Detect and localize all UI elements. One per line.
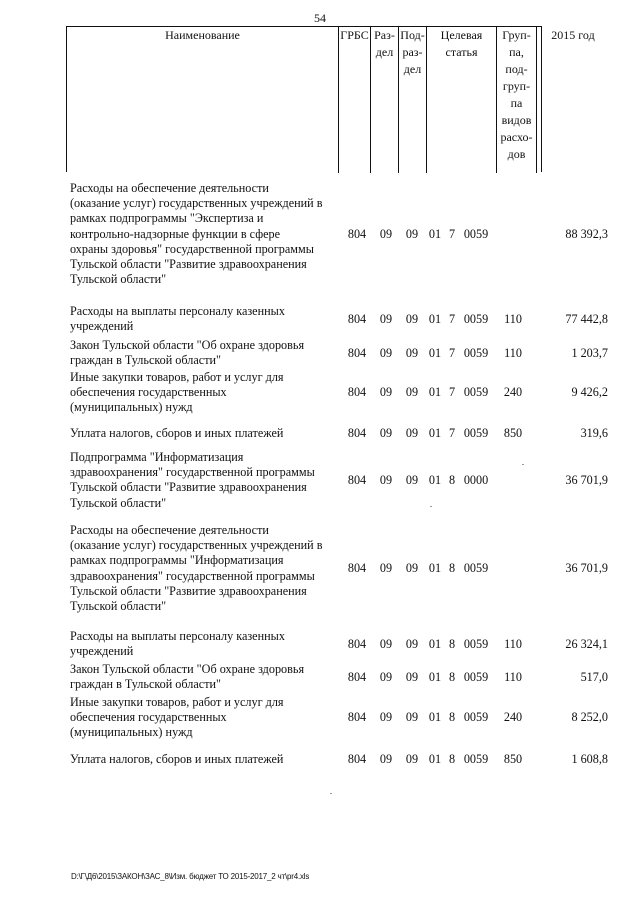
grbs-cell: 804 <box>347 227 367 241</box>
header-name-column <box>67 27 339 173</box>
header-podrazdel-line: Под- <box>400 28 425 42</box>
target-subprogram-cell: 8 <box>448 561 456 575</box>
amount-cell: 1 203,7 <box>571 346 608 360</box>
target-program-cell: 01 <box>428 637 442 651</box>
row-name <box>70 450 340 511</box>
razdel-cell: 09 <box>379 670 393 684</box>
header-tselevaya-line: Целевая <box>440 28 483 42</box>
razdel-cell: 09 <box>379 346 393 360</box>
target-subprogram-cell: 7 <box>448 346 456 360</box>
row-name-line: Закон Тульской области "Об охране здоровья <box>70 338 305 352</box>
target-program-cell: 01 <box>428 561 442 575</box>
razdel-cell: 09 <box>379 561 393 575</box>
grbs-cell: 804 <box>347 346 367 360</box>
row-name-line: Тульской области "Развитие здравоохранения <box>70 583 307 598</box>
header-razdel-line: Раз- <box>374 28 395 42</box>
header-tselevaya-line: статья <box>445 45 478 59</box>
grbs-cell: 804 <box>347 561 367 575</box>
header-gruppa-line: Груп- <box>502 28 531 42</box>
target-program-cell: 01 <box>428 710 442 724</box>
row-name-line: Тульской области "Развитие здравоохранения <box>70 480 307 495</box>
target-direction-cell: 0000 <box>463 473 489 487</box>
expense-type-cell: 240 <box>503 710 523 724</box>
row-name-line: (муниципальных) нужд <box>70 400 193 415</box>
razdel-cell: 09 <box>379 426 393 440</box>
row-name <box>70 523 340 614</box>
row-name-line: здравоохранения" государственной программы <box>70 568 315 583</box>
row-name-line: обеспечения государственных <box>70 385 227 400</box>
row-name <box>70 662 340 692</box>
row-name <box>70 629 340 659</box>
header-grbs-label: ГРБС <box>340 28 369 42</box>
expense-type-cell: 850 <box>503 752 523 766</box>
row-name <box>70 695 340 741</box>
target-program-cell: 01 <box>428 346 442 360</box>
target-subprogram-cell: 8 <box>448 473 456 487</box>
grbs-cell: 804 <box>347 752 367 766</box>
target-direction-cell: 0059 <box>463 637 489 651</box>
grbs-cell: 804 <box>347 670 367 684</box>
header-gruppa-line: видов <box>501 113 532 127</box>
target-direction-cell: 0059 <box>463 561 489 575</box>
amount-cell: 36 701,9 <box>565 561 608 575</box>
row-name-line: здравоохранения" государственной программы <box>70 465 315 480</box>
amount-cell: 1 608,8 <box>571 752 608 766</box>
grbs-cell: 804 <box>347 637 367 651</box>
row-name <box>70 370 340 416</box>
header-gruppa-column <box>497 27 537 173</box>
scan-speck <box>522 464 524 465</box>
expense-type-cell: 110 <box>504 346 522 360</box>
row-name-line: (оказание услуг) государственных учреждений в <box>70 538 323 553</box>
amount-cell: 9 426,2 <box>571 385 608 399</box>
target-subprogram-cell: 7 <box>448 227 456 241</box>
target-program-cell: 01 <box>428 473 442 487</box>
target-direction-cell: 0059 <box>463 346 489 360</box>
target-program-cell: 01 <box>428 385 442 399</box>
podrazdel-cell: 09 <box>405 346 419 360</box>
row-name-line: учреждений <box>70 644 134 659</box>
row-name-line: Расходы на выплаты персоналу казенных <box>70 629 285 643</box>
row-name-line: граждан в Тульской области" <box>70 677 222 692</box>
target-subprogram-cell: 8 <box>448 710 456 724</box>
row-name-line: граждан в Тульской области" <box>70 353 222 368</box>
podrazdel-cell: 09 <box>405 227 419 241</box>
razdel-cell: 09 <box>379 710 393 724</box>
row-name <box>70 181 340 287</box>
header-razdel-column <box>371 27 399 173</box>
target-program-cell: 01 <box>428 752 442 766</box>
row-name-line: обеспечения государственных <box>70 710 227 725</box>
podrazdel-cell: 09 <box>405 710 419 724</box>
target-subprogram-cell: 8 <box>448 637 456 651</box>
podrazdel-cell: 09 <box>405 637 419 651</box>
header-gruppa-line: расхо- <box>500 130 533 144</box>
amount-cell: 26 324,1 <box>565 637 608 651</box>
row-name-line: рамках подпрограммы "Информатизация <box>70 553 284 568</box>
target-subprogram-cell: 7 <box>448 312 456 326</box>
amount-cell: 36 701,9 <box>565 473 608 487</box>
podrazdel-cell: 09 <box>405 385 419 399</box>
razdel-cell: 09 <box>379 312 393 326</box>
expense-type-cell: 110 <box>504 312 522 326</box>
header-name-label: Наименование <box>165 28 240 42</box>
header-gruppa-line: груп- <box>502 79 531 93</box>
grbs-cell: 804 <box>347 473 367 487</box>
scan-speck <box>330 793 332 794</box>
podrazdel-cell: 09 <box>405 561 419 575</box>
amount-cell: 517,0 <box>580 670 608 684</box>
razdel-cell: 09 <box>379 752 393 766</box>
header-podrazdel-line: дел <box>403 62 422 76</box>
expense-type-cell: 110 <box>504 637 522 651</box>
razdel-cell: 09 <box>379 385 393 399</box>
podrazdel-cell: 09 <box>405 752 419 766</box>
target-program-cell: 01 <box>428 312 442 326</box>
header-gruppa-line: под- <box>505 62 528 76</box>
row-name-line: Расходы на выплаты персоналу казенных <box>70 304 285 318</box>
row-name-line: контрольно-надзорные функции в сфере <box>70 226 281 241</box>
amount-cell: 319,6 <box>580 426 608 440</box>
row-name-line: Тульской области" <box>70 272 167 287</box>
row-name <box>70 338 340 368</box>
grbs-cell: 804 <box>347 426 367 440</box>
header-grbs-column <box>339 27 371 173</box>
header-podrazdel-line: раз- <box>402 45 423 59</box>
page-number: 54 <box>314 11 326 25</box>
grbs-cell: 804 <box>347 312 367 326</box>
row-name <box>70 752 340 767</box>
row-name-line: (оказание услуг) государственных учреждений в <box>70 196 323 211</box>
row-name-line: Тульской области" <box>70 599 167 614</box>
row-name-line: Тульской области "Развитие здравоохранения <box>70 257 307 272</box>
header-gruppa-line: дов <box>507 147 526 161</box>
target-direction-cell: 0059 <box>463 385 489 399</box>
header-podrazdel-column <box>399 27 427 173</box>
target-subprogram-cell: 8 <box>448 670 456 684</box>
target-subprogram-cell: 7 <box>448 385 456 399</box>
table-header <box>66 26 595 172</box>
target-direction-cell: 0059 <box>463 670 489 684</box>
header-tselevaya-column <box>427 27 497 173</box>
target-subprogram-cell: 7 <box>448 426 456 440</box>
scan-speck <box>430 506 432 507</box>
grbs-cell: 804 <box>347 710 367 724</box>
expense-type-cell: 850 <box>503 426 523 440</box>
target-program-cell: 01 <box>428 670 442 684</box>
target-subprogram-cell: 8 <box>448 752 456 766</box>
row-name-line: Подпрограмма "Информатизация <box>70 450 244 464</box>
row-name-line: учреждений <box>70 319 134 334</box>
amount-cell: 8 252,0 <box>571 710 608 724</box>
target-direction-cell: 0059 <box>463 710 489 724</box>
row-name <box>70 304 340 334</box>
row-name-line: Иные закупки товаров, работ и услуг для <box>70 370 284 384</box>
row-name-line: рамках подпрограммы "Экспертиза и <box>70 211 264 226</box>
header-gruppa-line: па <box>510 96 523 110</box>
row-name-line: Уплата налогов, сборов и иных платежей <box>70 426 284 440</box>
podrazdel-cell: 09 <box>405 670 419 684</box>
expense-type-cell: 240 <box>503 385 523 399</box>
razdel-cell: 09 <box>379 227 393 241</box>
row-name-line: Расходы на обеспечение деятельности <box>70 523 269 537</box>
target-program-cell: 01 <box>428 227 442 241</box>
target-direction-cell: 0059 <box>463 312 489 326</box>
target-program-cell: 01 <box>428 426 442 440</box>
file-path-footer: D:\Г\Д6\2015\ЗАКОН\ЗАС_8\Изм. бюджет ТО 2015-2017_2 чт\pr4.xls <box>71 872 310 881</box>
podrazdel-cell: 09 <box>405 426 419 440</box>
razdel-cell: 09 <box>379 473 393 487</box>
podrazdel-cell: 09 <box>405 312 419 326</box>
grbs-cell: 804 <box>347 385 367 399</box>
razdel-cell: 09 <box>379 637 393 651</box>
header-gruppa-line: па, <box>509 45 524 59</box>
row-name-line: Уплата налогов, сборов и иных платежей <box>70 752 284 766</box>
row-name-line: Закон Тульской области "Об охране здоровья <box>70 662 305 676</box>
expense-type-cell: 110 <box>504 670 522 684</box>
header-razdel-line: дел <box>375 45 394 59</box>
target-direction-cell: 0059 <box>463 426 489 440</box>
header-year-column <box>537 27 609 173</box>
amount-cell: 77 442,8 <box>565 312 608 326</box>
amount-cell: 88 392,3 <box>565 227 608 241</box>
row-name-line: Иные закупки товаров, работ и услуг для <box>70 695 284 709</box>
target-direction-cell: 0059 <box>463 227 489 241</box>
target-direction-cell: 0059 <box>463 752 489 766</box>
row-name-line: (муниципальных) нужд <box>70 725 193 740</box>
row-name-line: охраны здоровья" государственной программы <box>70 241 314 256</box>
row-name <box>70 426 340 441</box>
header-year-label: 2015 год <box>551 28 595 42</box>
podrazdel-cell: 09 <box>405 473 419 487</box>
row-name-line: Расходы на обеспечение деятельности <box>70 181 269 195</box>
row-name-line: Тульской области" <box>70 495 167 510</box>
